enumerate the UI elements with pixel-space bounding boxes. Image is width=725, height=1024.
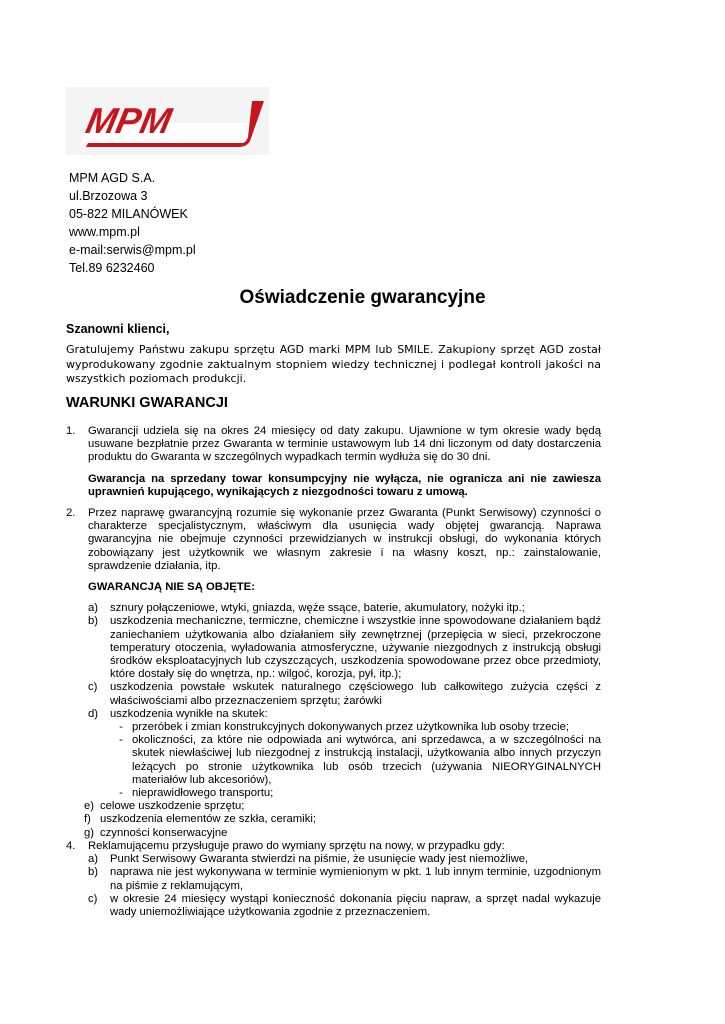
intro-paragraph: Gratulujemy Państwu zakupu sprzętu AGD marki MPM lub SMILE. Zakupiony sprzęt AGD został wyprodukowany zgodnie zaktualnym stopniem wiedzy technicznej i podlegał kontroli jakości na wszystkich poziomach produkcji. <box>66 343 601 385</box>
list-item <box>88 708 601 721</box>
item-text: uszkodzenia elementów ze szkła, ceramiki; <box>100 813 316 826</box>
item-label: a) <box>88 853 99 866</box>
warranty-terms <box>66 425 601 919</box>
item-label: e) <box>84 800 95 813</box>
item-label: d) <box>88 707 99 720</box>
list-item <box>84 813 601 826</box>
list-item <box>84 827 601 840</box>
list-item <box>84 800 601 813</box>
item-number: 1. <box>66 425 76 437</box>
dash-mark: - <box>119 721 123 734</box>
item-label: f) <box>84 813 91 826</box>
dash-mark: - <box>119 734 123 747</box>
company-street: ul.Brzozowa 3 <box>69 189 148 203</box>
document-title: Oświadczenie gwarancyjne <box>239 287 486 308</box>
item-text: uszkodzenia wynikłe na skutek: <box>110 707 268 720</box>
item-label: c) <box>88 681 98 694</box>
list-item <box>110 721 601 734</box>
item-text: Przez naprawę gwarancyjną rozumie się wykonanie przez Gwaranta (Punkt Serwisowy) czynności o charakterze specjalistycznym, właściwym dla usunięcia wady objętej gwarancją. Naprawa gwarancyjna nie obejmuje czynności przewidzianych w instrukcji obsługi, do wykonania których zobowiązany jest użytkownik we własnym zakresie i na własny koszt, np.: zainstalowanie, sprawdzenie działania, itp. <box>88 507 601 572</box>
consumer-rights-note: Gwarancja na sprzedany towar konsumpcyjny nie wyłącza, nie ogranicza ani nie zawiesza uprawnień kupującego, wynikających z niezgodności towaru z umową. <box>88 472 601 498</box>
section-heading: WARUNKI GWARANCJI <box>66 395 228 411</box>
exclusions-list <box>88 602 601 800</box>
mpm-logo-graphic <box>66 87 269 155</box>
item-label: c) <box>88 892 98 905</box>
list-item <box>110 787 601 800</box>
item-text: nieprawidłowego transportu; <box>132 787 274 800</box>
item-label: a) <box>88 602 99 615</box>
list-item <box>88 681 601 707</box>
item-text: Reklamującemu przysługuje prawo do wymiany sprzętu na nowy, w przypadku gdy: <box>88 839 505 852</box>
list-item <box>88 893 601 919</box>
dash-list <box>110 721 601 800</box>
item-text: Punkt Serwisowy Gwaranta stwierdzi na piśmie, że usunięcie wady jest niemożliwe, <box>110 853 529 866</box>
company-website[interactable]: www.mpm.pl <box>69 225 140 239</box>
list-item <box>66 425 601 465</box>
logo-wordmark: MPM <box>82 100 176 141</box>
greeting: Szanowni klienci, <box>66 322 170 336</box>
item-text: uszkodzenia mechaniczne, termiczne, chemiczne i wszystkie inne spowodowane działaniem bądź zaniechaniem użytkowania albo działaniem siły zewnętrznej (przepięcia w sieci, przekroczone temperatury otoczenia, wyładowania atmosferyczne, używanie niezgodnych z instrukcją obsługi środków eksploatacyjnych lub czyszczących, uszkodzenia spowodowane przez obce przedmioty, które dostały się do wnętrza, np.: wilgoć, korozja, pył, itp.); <box>110 615 601 681</box>
replacement-conditions-list <box>88 853 601 919</box>
item-number: 2. <box>66 507 76 520</box>
item-number: 4. <box>66 839 76 852</box>
item-label: b) <box>88 866 99 879</box>
company-city: 05-822 MILANÓWEK <box>69 207 188 221</box>
list-item <box>88 615 601 681</box>
dash-mark: - <box>119 787 123 800</box>
company-logo <box>66 87 269 155</box>
list-item <box>110 734 601 787</box>
list-item <box>88 866 601 892</box>
company-email[interactable]: e-mail:serwis@mpm.pl <box>69 243 196 257</box>
exclusions-heading: GWARANCJĄ NIE SĄ OBJĘTE: <box>88 581 255 594</box>
company-name: MPM AGD S.A. <box>69 171 156 185</box>
item-text: celowe uszkodzenie sprzętu; <box>100 800 245 813</box>
item-label: g) <box>84 826 95 839</box>
item-text: w okresie 24 miesięcy wystąpi konieczność dokonania pięciu napraw, a sprzęt nadal wykazuje wady uniemożliwiające użytkowania zgodnie z przeznaczeniem. <box>110 892 601 918</box>
item-text: uszkodzenia powstałe wskutek naturalnego częściowego lub całkowitego zużycia części z właściwościami albo przeznaczeniem sprzętu; żarówki <box>110 681 601 707</box>
item-text: okoliczności, za które nie odpowiada ani wytwórca, ani sprzedawca, a w szczególności na skutek niewłaściwej lub niezgodnej z instrukcją instalacji, użytkowania albo innych przyczyn leżących po stronie użytkownika lub osób trzecich (używania NIEORYGINALNYCH materiałów lub akcesoriów), <box>132 734 601 786</box>
item-label: b) <box>88 615 99 628</box>
list-item <box>88 602 601 615</box>
item-text: przeróbek i zmian konstrukcyjnych dokonywanych przez użytkownika lub osoby trzecie; <box>132 721 570 734</box>
exclusions-list-continued <box>84 800 601 840</box>
list-item <box>88 853 601 866</box>
list-item <box>66 507 601 573</box>
company-address <box>69 169 196 277</box>
company-phone: Tel.89 6232460 <box>69 261 155 275</box>
item-text: naprawa nie jest wykonywana w terminie wymienionym w pkt. 1 lub innym terminie, uzgodnionym na piśmie z reklamującym, <box>110 866 601 892</box>
item-text: czynności konserwacyjne <box>100 826 228 839</box>
item-text: sznury połączeniowe, wtyki, gniazda, węże ssące, baterie, akumulatory, nożyki itp.; <box>110 602 525 615</box>
item-text: Gwarancji udziela się na okres 24 miesięcy od daty zakupu. Ujawnione w tym okresie wady będą usuwane bezpłatnie przez Gwaranta w terminie ustawowym lub 14 dni liczonym od daty dostarczenia produktu do Gwaranta w szczególnych wypadkach termin wydłuża się do 30 dni. <box>88 425 601 464</box>
list-item <box>66 840 601 853</box>
